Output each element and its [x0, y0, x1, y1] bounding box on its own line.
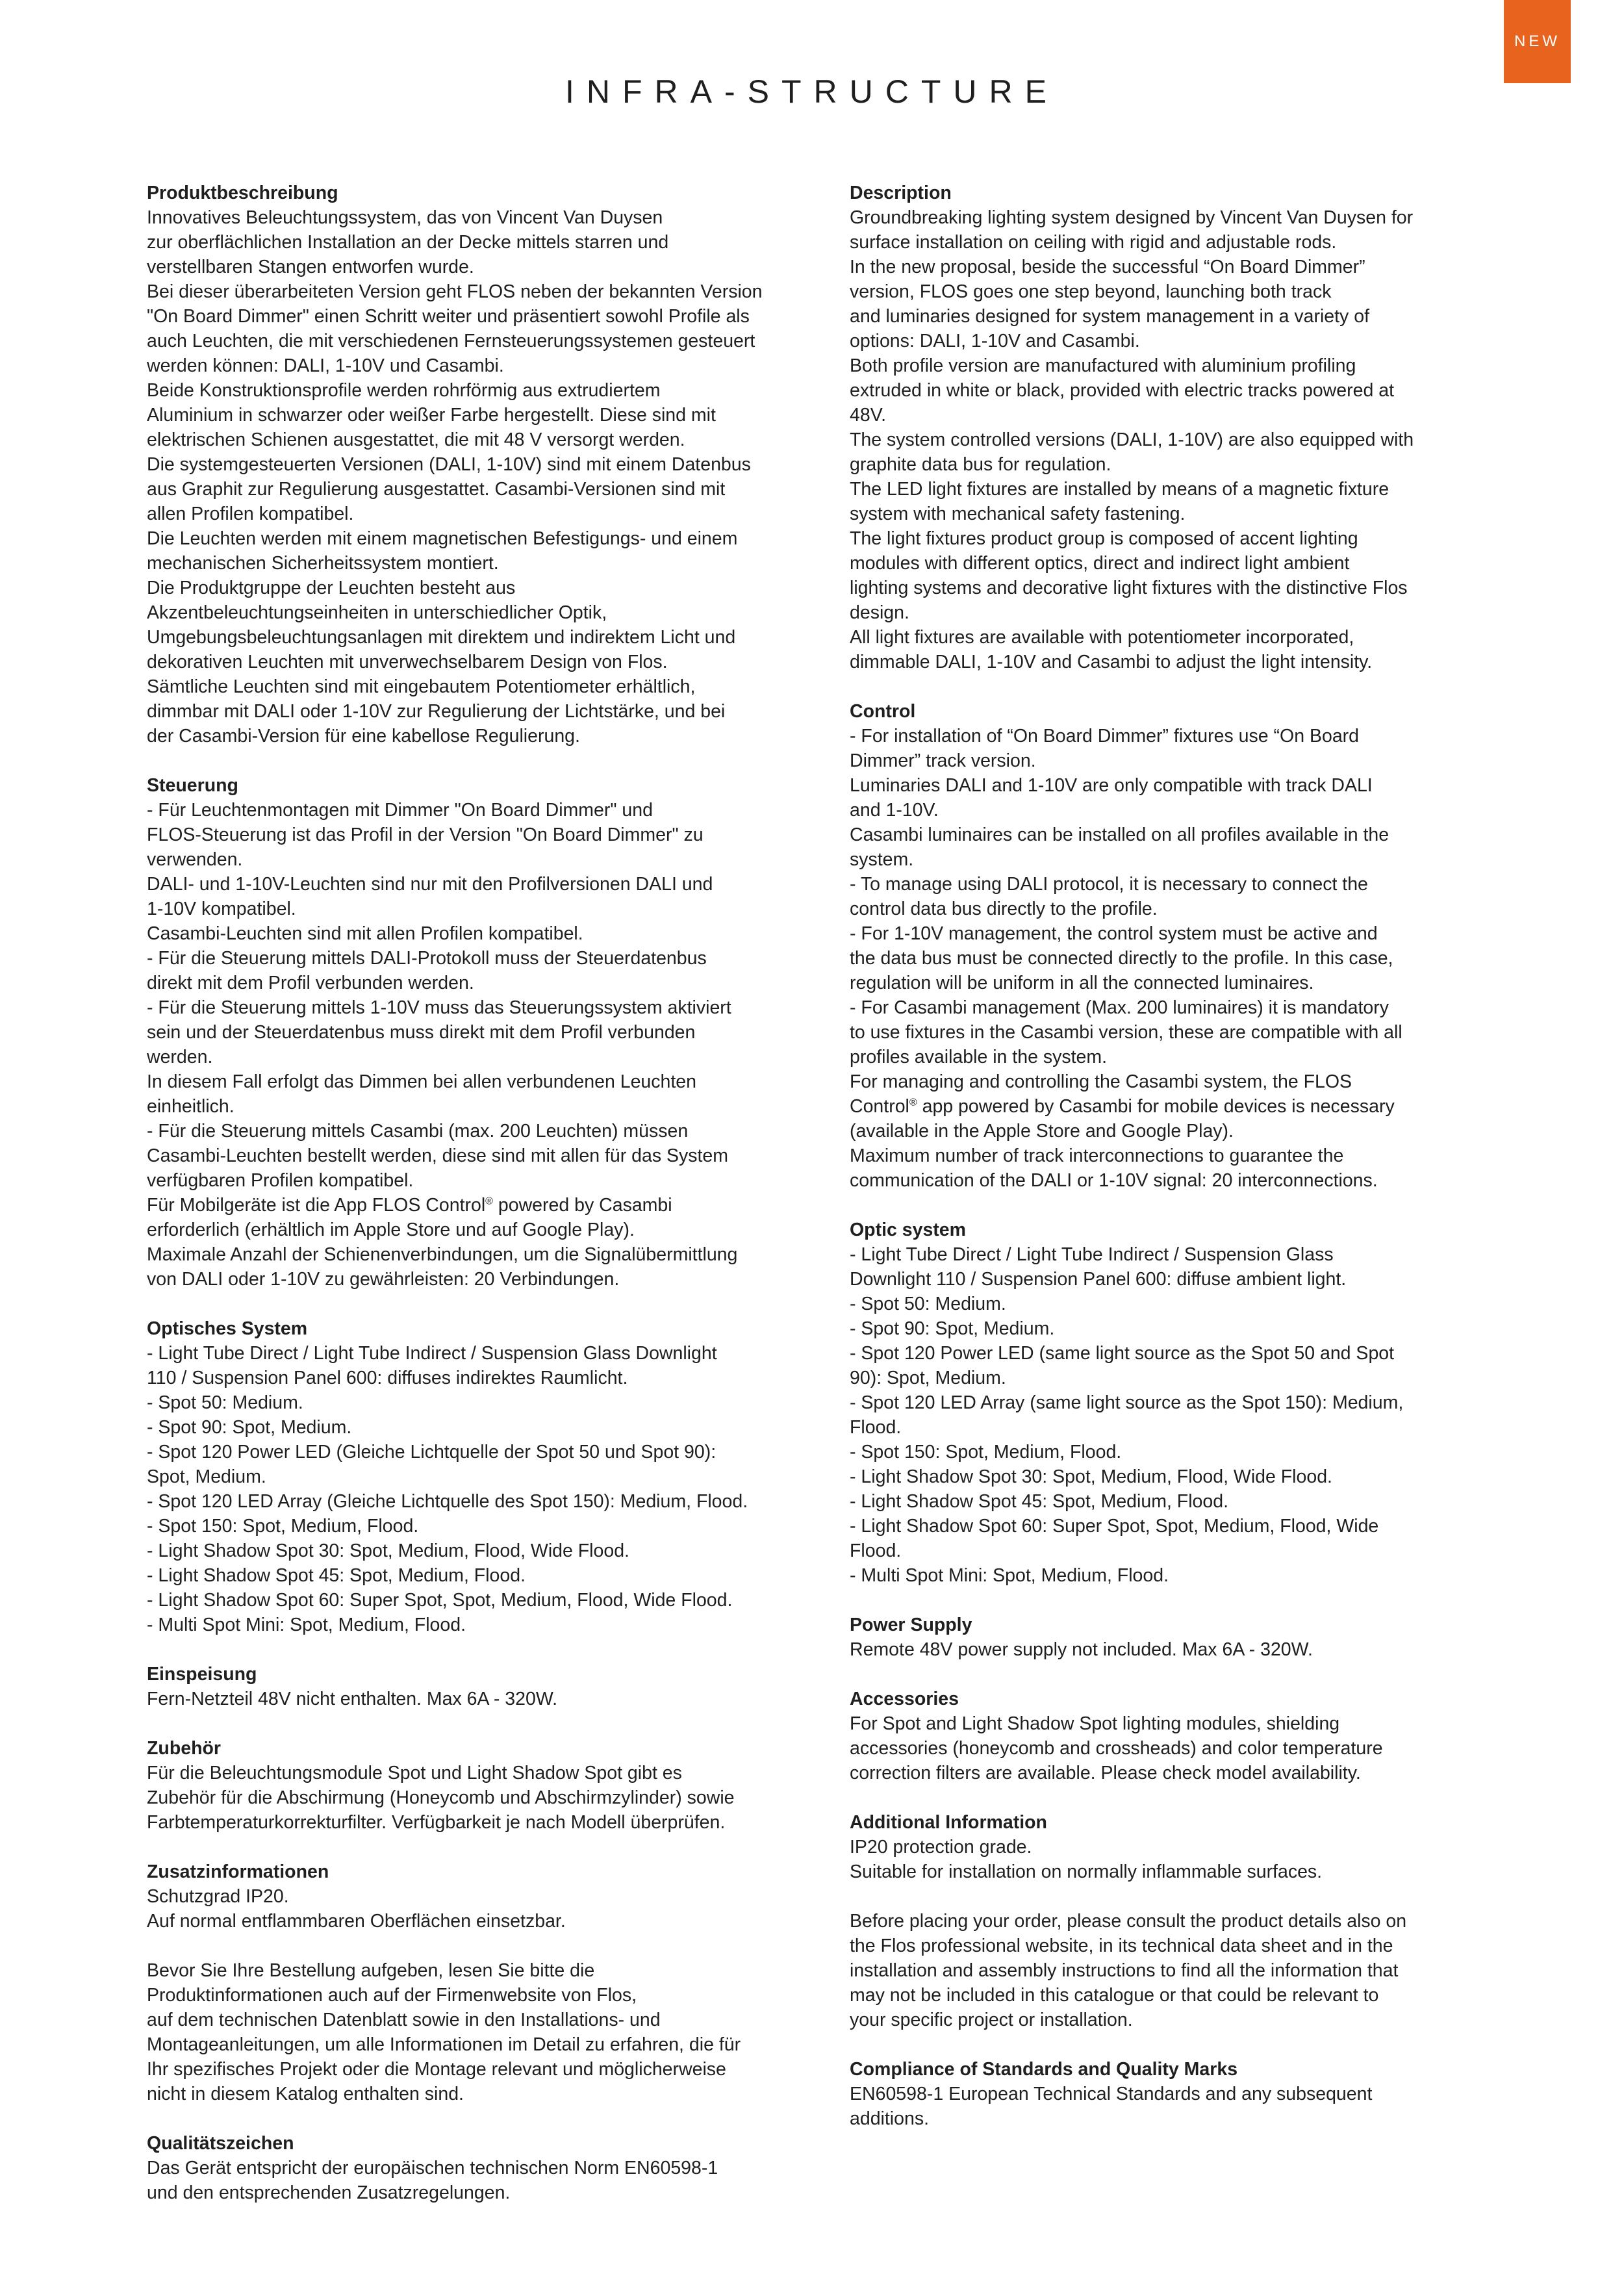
- text-line: Before placing your order, please consult the product details also on: [850, 1911, 1407, 1932]
- text-line: "On Board Dimmer" einen Schritt weiter und präsentiert sowohl Profile als: [147, 306, 750, 327]
- text-line: FLOS-Steuerung ist das Profil in der Version "On Board Dimmer" zu: [147, 824, 704, 845]
- text-line: Bei dieser überarbeiteten Version geht FLOS neben der bekannten Version: [147, 281, 763, 302]
- text-line: Flood.: [850, 1417, 902, 1438]
- section-heading: Optisches System: [147, 1318, 308, 1339]
- text-line: - Spot 50: Medium.: [147, 1392, 303, 1413]
- section-heading: Control: [850, 701, 916, 722]
- english-column: [850, 181, 1499, 2156]
- text-line: 48V.: [850, 405, 887, 426]
- text-line: communication of the DALI or 1-10V signal: 20 interconnections.: [850, 1170, 1378, 1191]
- text-line: verfügbaren Profilen kompatibel.: [147, 1170, 414, 1191]
- en-section-additional-information: [850, 1810, 1499, 2032]
- text-line: Ihr spezifisches Projekt oder die Montage relevant und möglicherweise: [147, 2059, 726, 2080]
- text-line: Remote 48V power supply not included. Max 6A - 320W.: [850, 1639, 1313, 1660]
- text-line: direkt mit dem Profil verbunden werden.: [147, 973, 474, 993]
- text-line: Both profile version are manufactured with aluminium profiling: [850, 355, 1356, 376]
- german-column: [147, 181, 809, 2230]
- text-line: - Light Tube Direct / Light Tube Indirect / Suspension Glass: [850, 1244, 1334, 1265]
- text-line: werden.: [147, 1047, 213, 1067]
- text-line: Schutzgrad IP20.: [147, 1886, 289, 1907]
- text-line: installation and assembly instructions to find all the information that: [850, 1960, 1399, 1981]
- text-line: aus Graphit zur Regulierung ausgestattet. Casambi-Versionen sind mit: [147, 479, 726, 500]
- text-line: Spot, Medium.: [147, 1466, 266, 1487]
- section-heading: Zusatzinformationen: [147, 1861, 329, 1882]
- text-line: [147, 1934, 809, 1958]
- text-line: - Für Leuchtenmontagen mit Dimmer "On Board Dimmer" und: [147, 800, 653, 821]
- text-line: Akzentbeleuchtungseinheiten in unterschiedlicher Optik,: [147, 602, 607, 623]
- text-line: DALI- und 1-10V-Leuchten sind nur mit den Profilversionen DALI und: [147, 874, 713, 895]
- text-line: einheitlich.: [147, 1096, 235, 1117]
- text-line: [850, 1884, 1499, 1909]
- text-line: - Spot 90: Spot, Medium.: [850, 1318, 1055, 1339]
- text-line: profiles available in the system.: [850, 1047, 1108, 1067]
- text-line: Suitable for installation on normally inflammable surfaces.: [850, 1861, 1323, 1882]
- text-line: additions.: [850, 2108, 930, 2129]
- text-line: - Spot 90: Spot, Medium.: [147, 1417, 352, 1438]
- en-section-power-supply: [850, 1613, 1499, 1662]
- text-line: verstellbaren Stangen entworfen wurde.: [147, 257, 474, 277]
- de-section-zubeh-r: [147, 1736, 809, 1835]
- text-line: may not be included in this catalogue or that could be relevant to: [850, 1985, 1379, 2006]
- en-section-optic-system: [850, 1218, 1499, 1588]
- text-line: Dimmer” track version.: [850, 750, 1036, 771]
- text-line: auf dem technischen Datenblatt sowie in den Installations- und: [147, 2010, 661, 2030]
- text-line: dekorativen Leuchten mit unverwechselbarem Design von Flos.: [147, 652, 668, 672]
- text-line: - Light Shadow Spot 45: Spot, Medium, Flood.: [850, 1491, 1228, 1512]
- en-section-accessories: [850, 1687, 1499, 1785]
- text-line: regulation will be uniform in all the connected luminaires.: [850, 973, 1314, 993]
- text-line: dimmbar mit DALI oder 1-10V zur Regulierung der Lichtstärke, und bei: [147, 701, 726, 722]
- text-line: werden können: DALI, 1-10V und Casambi.: [147, 355, 504, 376]
- text-line: Groundbreaking lighting system designed by Vincent Van Duysen for: [850, 207, 1414, 228]
- text-line: and 1-10V.: [850, 800, 939, 821]
- text-line: Für die Beleuchtungsmodule Spot und Light Shadow Spot gibt es: [147, 1763, 682, 1783]
- text-line: auch Leuchten, die mit verschiedenen Fernsteuerungssystemen gesteuert: [147, 331, 755, 351]
- text-line: options: DALI, 1-10V and Casambi.: [850, 331, 1140, 351]
- text-line: - To manage using DALI protocol, it is necessary to connect the: [850, 874, 1368, 895]
- text-line: Produktinformationen auch auf der Firmenwebsite von Flos,: [147, 1985, 637, 2006]
- text-line: the data bus must be connected directly to the profile. In this case,: [850, 948, 1393, 969]
- section-heading: Zubehör: [147, 1738, 221, 1759]
- text-line: - Spot 150: Spot, Medium, Flood.: [147, 1516, 419, 1537]
- section-heading: Description: [850, 183, 952, 203]
- text-line: (available in the Apple Store and Google Play).: [850, 1121, 1234, 1142]
- text-line: zur oberflächlichen Installation an der Decke mittels starren und: [147, 232, 669, 253]
- text-line: 1-10V kompatibel.: [147, 899, 296, 919]
- text-line: Aluminium in schwarzer oder weißer Farbe hergestellt. Diese sind mit: [147, 405, 716, 426]
- text-line: mechanischen Sicherheitssystem montiert.: [147, 553, 499, 574]
- text-line: your specific project or installation.: [850, 2010, 1133, 2030]
- text-line: In the new proposal, beside the successful “On Board Dimmer”: [850, 257, 1365, 277]
- text-line: In diesem Fall erfolgt das Dimmen bei allen verbundenen Leuchten: [147, 1071, 696, 1092]
- text-line: - Light Shadow Spot 30: Spot, Medium, Flood, Wide Flood.: [147, 1540, 629, 1561]
- section-heading: Qualitätszeichen: [147, 2133, 294, 2154]
- text-line: nicht in diesem Katalog enthalten sind.: [147, 2084, 464, 2104]
- en-section-compliance-of-standards-and-quality-marks: [850, 2057, 1499, 2131]
- text-line: EN60598-1 European Technical Standards and any subsequent: [850, 2084, 1373, 2104]
- text-line: modules with different optics, direct and indirect light ambient: [850, 553, 1350, 574]
- de-section-steuerung: [147, 773, 809, 1292]
- text-line: Zubehör für die Abschirmung (Honeycomb und Abschirmzylinder) sowie: [147, 1787, 735, 1808]
- new-badge: [1504, 0, 1571, 83]
- text-line: The light fixtures product group is composed of accent lighting: [850, 528, 1358, 549]
- en-section-description: [850, 181, 1499, 674]
- section-heading: Accessories: [850, 1689, 959, 1709]
- text-line: - Light Shadow Spot 60: Super Spot, Spot, Medium, Flood, Wide: [850, 1516, 1379, 1537]
- de-section-produktbeschreibung: [147, 181, 809, 748]
- text-line: For Spot and Light Shadow Spot lighting modules, shielding: [850, 1713, 1340, 1734]
- text-line: The LED light fixtures are installed by means of a magnetic fixture: [850, 479, 1389, 500]
- text-line: - Spot 120 Power LED (Gleiche Lichtquelle der Spot 50 und Spot 90):: [147, 1442, 717, 1463]
- text-line: Casambi-Leuchten bestellt werden, diese sind mit allen für das System: [147, 1145, 729, 1166]
- text-line: - Spot 150: Spot, Medium, Flood.: [850, 1442, 1122, 1463]
- en-section-control: [850, 699, 1499, 1193]
- text-line: control data bus directly to the profile.: [850, 899, 1158, 919]
- text-line: to use fixtures in the Casambi version, these are compatible with all: [850, 1022, 1402, 1043]
- section-heading: Compliance of Standards and Quality Marks: [850, 2059, 1238, 2080]
- text-line: von DALI oder 1-10V zu gewährleisten: 20 Verbindungen.: [147, 1269, 620, 1290]
- text-line: allen Profilen kompatibel.: [147, 504, 354, 524]
- text-line: correction filters are available. Please check model availability.: [850, 1763, 1361, 1783]
- text-line: Bevor Sie Ihre Bestellung aufgeben, lesen Sie bitte die: [147, 1960, 595, 1981]
- text-line: - Light Shadow Spot 60: Super Spot, Spot, Medium, Flood, Wide Flood.: [147, 1590, 733, 1611]
- text-line: - Light Tube Direct / Light Tube Indirect / Suspension Glass Downlight: [147, 1343, 717, 1364]
- text-line: - Light Shadow Spot 45: Spot, Medium, Flood.: [147, 1565, 526, 1586]
- text-line: graphite data bus for regulation.: [850, 454, 1111, 475]
- text-line: dimmable DALI, 1-10V and Casambi to adjust the light intensity.: [850, 652, 1373, 672]
- text-line: Control® app powered by Casambi for mobile devices is necessary: [850, 1096, 1395, 1117]
- text-line: Farbtemperaturkorrekturfilter. Verfügbarkeit je nach Modell überprüfen.: [147, 1812, 726, 1833]
- text-line: 110 / Suspension Panel 600: diffuses indirektes Raumlicht.: [147, 1368, 628, 1388]
- text-line: Umgebungsbeleuchtungsanlagen mit direktem und indirektem Licht und: [147, 627, 736, 648]
- section-heading: Optic system: [850, 1220, 966, 1240]
- section-heading: Power Supply: [850, 1615, 972, 1635]
- text-line: For managing and controlling the Casambi system, the FLOS: [850, 1071, 1352, 1092]
- text-line: Für Mobilgeräte ist die App FLOS Control® powered by Casambi: [147, 1195, 672, 1216]
- text-line: Flood.: [850, 1540, 902, 1561]
- text-line: Auf normal entflammbaren Oberflächen einsetzbar.: [147, 1911, 566, 1932]
- text-line: Casambi-Leuchten sind mit allen Profilen kompatibel.: [147, 923, 583, 944]
- de-section-qualit-tszeichen: [147, 2131, 809, 2205]
- text-line: elektrischen Schienen ausgestattet, die mit 48 V versorgt werden.: [147, 429, 685, 450]
- text-line: - Für die Steuerung mittels 1-10V muss das Steuerungssystem aktiviert: [147, 997, 731, 1018]
- text-line: Montageanleitungen, um alle Informationen im Detail zu erfahren, die für: [147, 2034, 741, 2055]
- text-line: - Spot 120 Power LED (same light source as the Spot 50 and Spot: [850, 1343, 1395, 1364]
- text-line: verwenden.: [147, 849, 243, 870]
- text-line: and luminaries designed for system management in a variety of: [850, 306, 1369, 327]
- text-line: Die Leuchten werden mit einem magnetischen Befestigungs- und einem: [147, 528, 738, 549]
- text-line: Das Gerät entspricht der europäischen technischen Norm EN60598-1: [147, 2158, 718, 2178]
- text-line: - Für die Steuerung mittels Casambi (max. 200 Leuchten) müssen: [147, 1121, 689, 1142]
- text-line: - Multi Spot Mini: Spot, Medium, Flood.: [147, 1615, 466, 1635]
- text-line: Maximale Anzahl der Schienenverbindungen, um die Signalübermittlung: [147, 1244, 738, 1265]
- text-line: Sämtliche Leuchten sind mit eingebautem Potentiometer erhältlich,: [147, 676, 696, 697]
- new-badge-label: NEW: [1514, 32, 1560, 50]
- text-line: - Spot 120 LED Array (Gleiche Lichtquelle des Spot 150): Medium, Flood.: [147, 1491, 748, 1512]
- text-line: extruded in white or black, provided with electric tracks powered at: [850, 380, 1394, 401]
- section-heading: Einspeisung: [147, 1664, 257, 1685]
- text-line: system.: [850, 849, 914, 870]
- text-line: All light fixtures are available with potentiometer incorporated,: [850, 627, 1354, 648]
- text-line: - Multi Spot Mini: Spot, Medium, Flood.: [850, 1565, 1169, 1586]
- section-heading: Additional Information: [850, 1812, 1047, 1833]
- text-line: und den entsprechenden Zusatzregelungen.: [147, 2182, 511, 2203]
- section-heading: Steuerung: [147, 775, 238, 796]
- text-line: - For Casambi management (Max. 200 luminaires) it is mandatory: [850, 997, 1389, 1018]
- de-section-optisches-system: [147, 1316, 809, 1637]
- text-line: design.: [850, 602, 909, 623]
- text-line: Downlight 110 / Suspension Panel 600: diffuse ambient light.: [850, 1269, 1347, 1290]
- de-section-einspeisung: [147, 1662, 809, 1711]
- text-line: Luminaries DALI and 1-10V are only compatible with track DALI: [850, 775, 1373, 796]
- text-line: - For installation of “On Board Dimmer” fixtures use “On Board: [850, 726, 1360, 747]
- text-line: The system controlled versions (DALI, 1-10V) are also equipped with: [850, 429, 1414, 450]
- text-line: Die Produktgruppe der Leuchten besteht aus: [147, 578, 516, 598]
- text-line: Die systemgesteuerten Versionen (DALI, 1-10V) sind mit einem Datenbus: [147, 454, 751, 475]
- page-title: INFRA-STRUCTURE: [565, 73, 1059, 110]
- text-line: - Spot 120 LED Array (same light source as the Spot 150): Medium,: [850, 1392, 1404, 1413]
- section-heading: Produktbeschreibung: [147, 183, 338, 203]
- text-line: - Für die Steuerung mittels DALI-Protokoll muss der Steuerdatenbus: [147, 948, 707, 969]
- text-line: 90): Spot, Medium.: [850, 1368, 1006, 1388]
- text-line: sein und der Steuerdatenbus muss direkt mit dem Profil verbunden: [147, 1022, 696, 1043]
- text-line: lighting systems and decorative light fixtures with the distinctive Flos: [850, 578, 1408, 598]
- text-line: - Light Shadow Spot 30: Spot, Medium, Flood, Wide Flood.: [850, 1466, 1332, 1487]
- text-line: Beide Konstruktionsprofile werden rohrförmig aus extrudiertem: [147, 380, 661, 401]
- text-line: version, FLOS goes one step beyond, launching both track: [850, 281, 1332, 302]
- text-line: - Spot 50: Medium.: [850, 1294, 1006, 1314]
- text-line: - For 1-10V management, the control system must be active and: [850, 923, 1378, 944]
- text-line: the Flos professional website, in its technical data sheet and in the: [850, 1935, 1393, 1956]
- text-line: surface installation on ceiling with rigid and adjustable rods.: [850, 232, 1337, 253]
- de-section-zusatzinformationen: [147, 1859, 809, 2106]
- text-line: Innovatives Beleuchtungssystem, das von Vincent Van Duysen: [147, 207, 663, 228]
- text-line: IP20 protection grade.: [850, 1837, 1032, 1858]
- text-line: der Casambi-Version für eine kabellose Regulierung.: [147, 726, 580, 747]
- text-line: Maximum number of track interconnections to guarantee the: [850, 1145, 1344, 1166]
- text-line: erforderlich (erhältlich im Apple Store und auf Google Play).: [147, 1220, 635, 1240]
- text-line: Fern-Netzteil 48V nicht enthalten. Max 6A - 320W.: [147, 1689, 558, 1709]
- text-line: accessories (honeycomb and crossheads) and color temperature: [850, 1738, 1383, 1759]
- text-line: Casambi luminaires can be installed on all profiles available in the: [850, 824, 1389, 845]
- text-line: system with mechanical safety fastening.: [850, 504, 1186, 524]
